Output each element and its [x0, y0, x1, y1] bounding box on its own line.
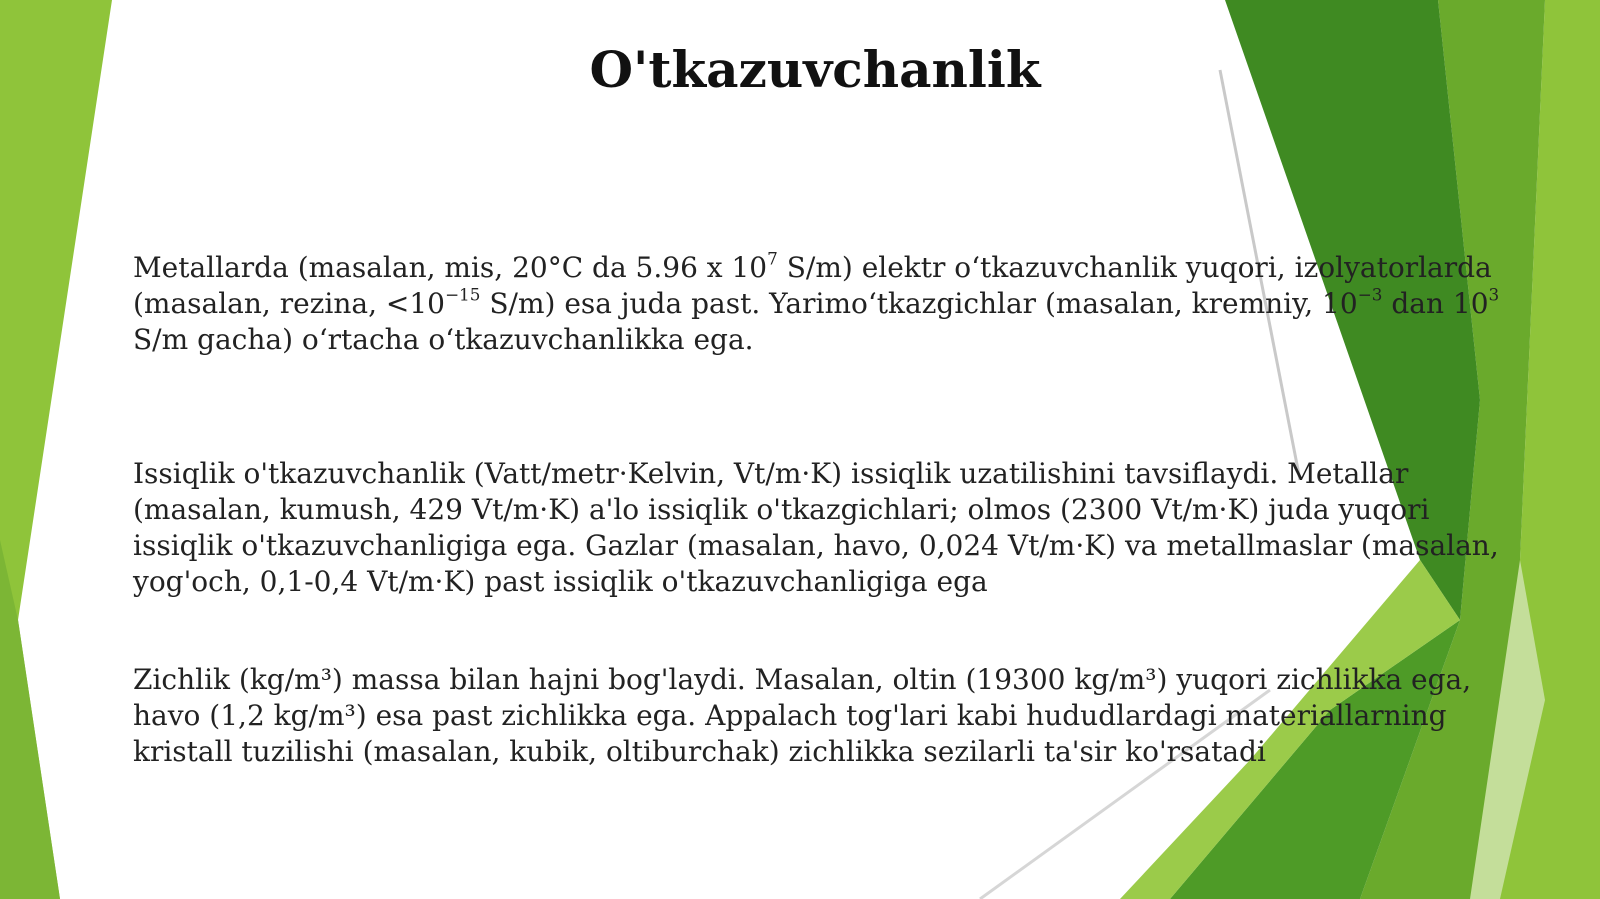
superscript: 7 [767, 248, 778, 269]
superscript: −15 [445, 284, 481, 305]
text-run: S/m) esa juda past. Yarimo‘tkazgichlar (masalan, kremniy, 10 [480, 287, 1358, 320]
paragraph-electrical-conductivity [133, 250, 1503, 358]
text-run: S/m) elektr o‘tkazuvchanlik yuqori, izolyatorlarda (masalan, rezina, <10 [133, 251, 1492, 320]
superscript: −3 [1357, 284, 1383, 305]
superscript: 3 [1488, 284, 1500, 305]
text-run: Metallarda (masalan, mis, 20°C da 5.96 x 10 [133, 251, 768, 284]
left-green-accent [0, 540, 60, 899]
text-run: dan 10 [1382, 287, 1489, 320]
paragraph-thermal-conductivity: Issiqlik o'tkazuvchanlik (Vatt/metr·Kelvin, Vt/m·K) issiqlik uzatilishini tavsiflaydi. Metallar (masalan, kumush, 429 Vt/m·K) a'lo issiqlik o'tkazgichlari; olmos (2300 Vt/m·K) juda yuqori issiqlik o'tkazuvchanligiga ega. Gazlar (masalan, havo, 0,024 Vt/m·K) va metallmaslar (masalan, yog'och, 0,1-0,4 Vt/m·K) past issiqlik o'tkazuvchanligiga ega [133, 457, 1499, 598]
text-run: S/m gacha) o‘rtacha o‘tkazuvchanlikka ega. [133, 323, 754, 356]
paragraph-density: Zichlik (kg/m³) massa bilan hajni bog'laydi. Masalan, oltin (19300 kg/m³) yuqori zichlikka ega, havo (1,2 kg/m³) esa past zichlikka ega. Appalach tog'lari kabi hududlardagi materiallarning kristall tuzilishi (masalan, kubik, oltiburchak) zichlikka sezilarli ta'sir ko'rsatadi [133, 663, 1472, 768]
slide-title: O'tkazuvchanlik [589, 40, 1041, 99]
